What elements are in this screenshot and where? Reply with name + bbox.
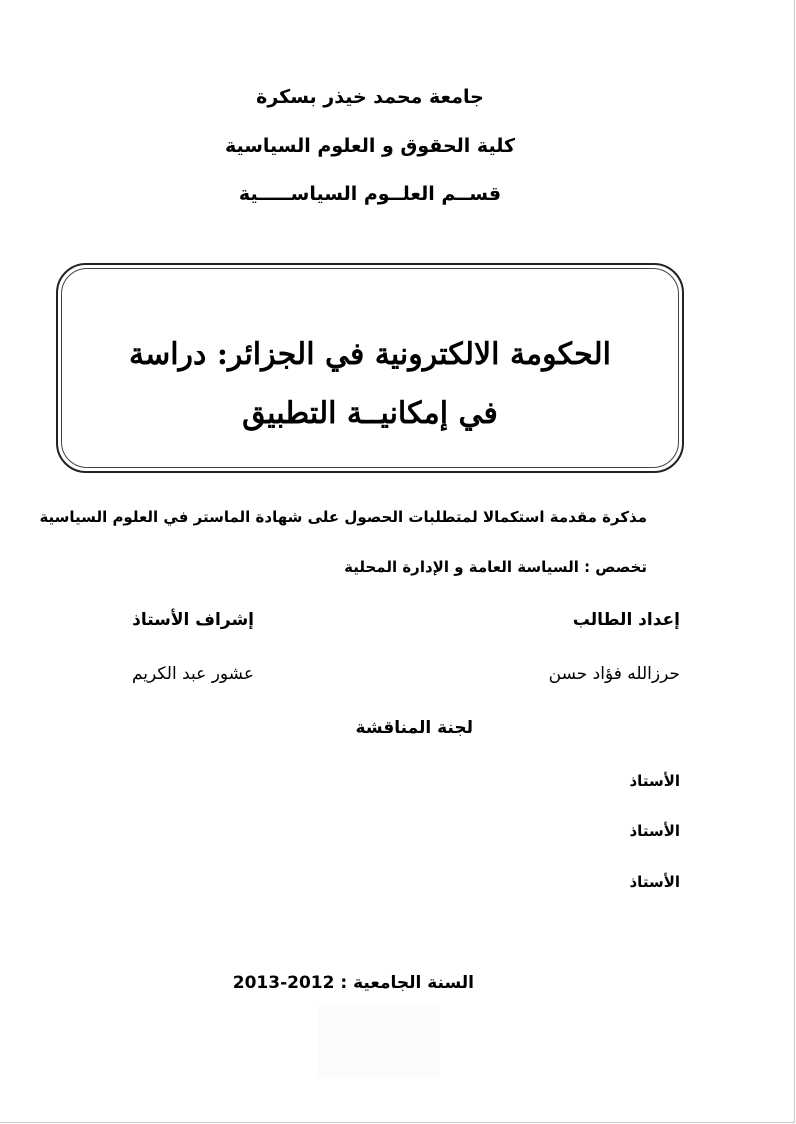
faculty-name: كلية الحقوق و العلوم السياسية xyxy=(224,135,516,157)
supervisor-name: عشور عبد الكريم xyxy=(131,664,254,684)
committee-heading: لجنة المناقشة xyxy=(355,718,473,738)
committee-member-3: الأستاذ xyxy=(629,873,680,891)
department-name: قســم العلــوم السياســـــية xyxy=(238,183,502,205)
supervisor-label: إشراف الأستاذ xyxy=(132,610,254,630)
committee-member-2: الأستاذ xyxy=(629,822,680,840)
faint-blank-area xyxy=(318,1005,440,1077)
specialization: تخصص : السياسة العامة و الإدارة المحلية xyxy=(344,558,647,576)
academic-year: السنة الجامعية : 2012-2013 xyxy=(232,973,474,993)
university-name: جامعة محمد خيذر بسكرة xyxy=(256,86,484,108)
student-name: حرزالله فؤاد حسن xyxy=(548,664,680,684)
memo-description: مذكرة مقدمة استكمالا لمتطلبات الحصول على شهادة الماستر في العلوم السياسية xyxy=(39,508,647,526)
student-label: إعداد الطالب xyxy=(572,610,680,630)
thesis-title-line-1: الحكومة الالكترونية في الجزائر: دراسة xyxy=(128,337,612,372)
committee-member-1: الأستاذ xyxy=(629,772,680,790)
thesis-title-line-2: في إمكانيــة التطبيق xyxy=(242,396,498,431)
